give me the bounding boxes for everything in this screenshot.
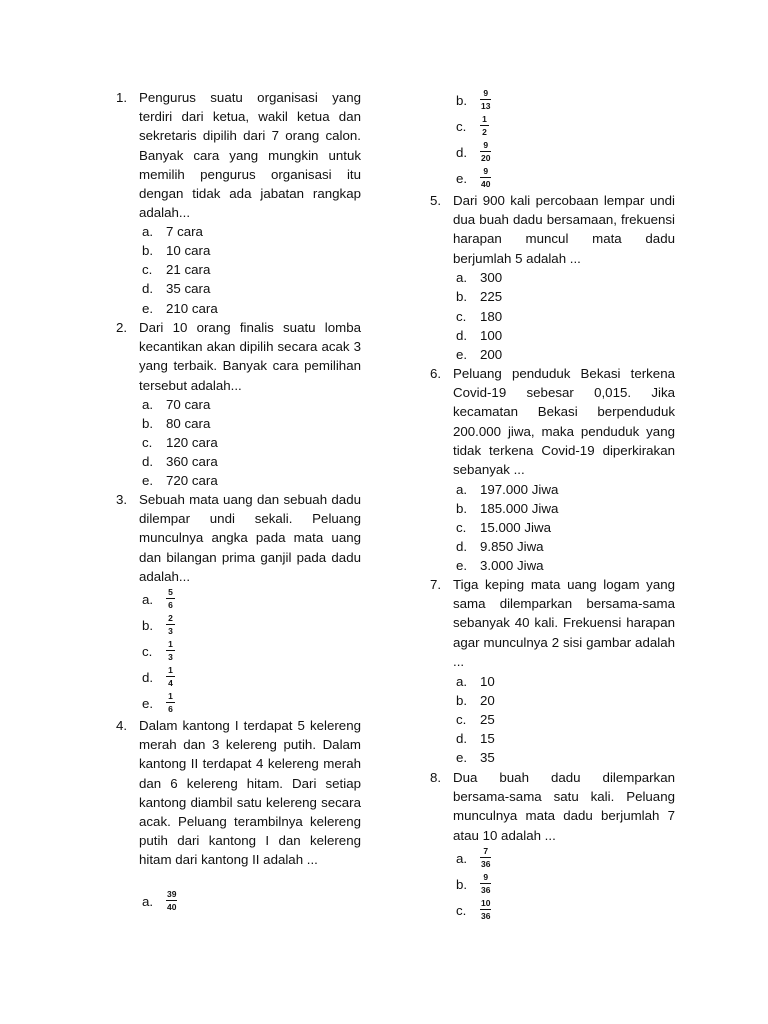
fraction-bar (166, 650, 175, 651)
question-number: 7. (430, 577, 442, 592)
option-a[interactable] (142, 395, 210, 414)
fraction (480, 872, 491, 895)
option-d[interactable] (456, 326, 502, 345)
option-c[interactable] (456, 518, 551, 537)
option-b[interactable] (456, 691, 495, 710)
fraction-bar (166, 702, 175, 703)
option-b[interactable] (456, 499, 558, 518)
option-label: e. (456, 347, 468, 362)
option-label: e. (456, 171, 468, 186)
fraction-numerator: 2 (168, 613, 173, 623)
fraction (166, 639, 175, 662)
fraction-bar (166, 598, 175, 599)
question-text: Dalam kantong I terdapat 5 kelereng merah dan 3 kelereng putih. Dalam kantong II terdapat 4 kelereng merah dan 6 kelereng hitam. Dari setiap kantong diambil satu kelereng secara acak. Peluang terambilnya kelereng putih dari kantong I dan kelereng hitam dari kantong II adalah ... (139, 718, 361, 868)
fraction-denominator: 13 (481, 101, 491, 111)
fraction (166, 691, 175, 714)
option-d[interactable] (456, 537, 544, 556)
option-label: e. (456, 558, 468, 573)
option-label: c. (456, 712, 467, 727)
fraction-numerator: 9 (483, 166, 489, 176)
option-label: c. (456, 309, 467, 324)
fraction (480, 88, 491, 111)
fraction-denominator: 3 (168, 626, 173, 636)
fraction-bar (480, 857, 491, 858)
option-label: d. (142, 281, 154, 296)
option-text: 210 cara (166, 301, 218, 316)
option-label: e. (142, 301, 154, 316)
option-label: a. (456, 482, 468, 497)
fraction-numerator: 39 (167, 889, 177, 899)
fraction-numerator: 5 (168, 587, 173, 597)
fraction-denominator: 3 (168, 652, 173, 662)
question-text: Peluang penduduk Bekasi terkena Covid-19 sebesar 0,015. Jika kecamatan Bekasi berpenduduk 200.000 jiwa, maka penduduk yang tidak terkena Covid-19 diperkirakan sebanyak ... (453, 366, 675, 478)
option-label: d. (142, 454, 154, 469)
option-label: b. (142, 618, 154, 633)
option-text: 7 cara (166, 224, 203, 239)
fraction (480, 846, 491, 869)
option-label: b. (142, 243, 154, 258)
option-text: 9.850 Jiwa (480, 539, 544, 554)
option-label: d. (456, 328, 468, 343)
fraction-numerator: 1 (168, 639, 173, 649)
option-text: 20 (480, 693, 495, 708)
option-label: c. (456, 520, 467, 535)
option-a[interactable] (456, 268, 502, 287)
option-text: 197.000 Jiwa (480, 482, 559, 497)
option-text: 3.000 Jiwa (480, 558, 544, 573)
fraction-bar (480, 125, 489, 126)
fraction-numerator: 9 (483, 140, 489, 150)
option-label: d. (456, 731, 468, 746)
option-text: 10 (480, 674, 495, 689)
option-label: a. (142, 224, 154, 239)
option-label: e. (456, 750, 468, 765)
option-label: a. (142, 894, 154, 909)
fraction-denominator: 6 (168, 600, 173, 610)
fraction-denominator: 40 (481, 179, 491, 189)
option-label: a. (142, 397, 154, 412)
option-e[interactable] (456, 345, 502, 364)
option-text: 720 cara (166, 473, 218, 488)
option-text: 360 cara (166, 454, 218, 469)
question-number: 5. (430, 193, 442, 208)
option-e[interactable] (456, 748, 495, 767)
fraction (166, 613, 175, 636)
option-a[interactable] (456, 480, 558, 499)
option-label: a. (456, 270, 468, 285)
option-label: d. (142, 670, 154, 685)
question-text: Sebuah mata uang dan sebuah dadu dilempar undi sekali. Peluang munculnya angka pada mata uang dan bilangan prima ganjil pada dadu adalah... (139, 492, 361, 584)
fraction-bar (480, 909, 491, 910)
fraction (480, 114, 489, 137)
option-label: b. (456, 693, 468, 708)
option-d[interactable] (456, 729, 495, 748)
option-label: c. (142, 262, 153, 277)
option-label: b. (456, 289, 468, 304)
option-e[interactable] (142, 471, 218, 490)
option-text: 21 cara (166, 262, 211, 277)
option-d[interactable] (142, 452, 218, 471)
option-text: 180 (480, 309, 503, 324)
fraction-bar (480, 99, 491, 100)
option-label: c. (142, 644, 153, 659)
fraction-denominator: 4 (168, 678, 173, 688)
option-label: e. (142, 473, 154, 488)
option-e[interactable] (142, 299, 218, 318)
fraction (166, 587, 175, 610)
option-c[interactable] (456, 710, 495, 729)
option-e[interactable] (456, 556, 544, 575)
fraction-denominator: 2 (482, 127, 487, 137)
option-c[interactable] (456, 307, 502, 326)
question-number: 3. (116, 492, 128, 507)
option-text: 185.000 Jiwa (480, 501, 559, 516)
option-b[interactable] (142, 241, 210, 260)
fraction-numerator: 10 (481, 898, 491, 908)
option-text: 80 cara (166, 416, 211, 431)
option-label: d. (456, 145, 468, 160)
fraction-bar (166, 900, 177, 901)
option-label: b. (142, 416, 154, 431)
fraction-numerator: 9 (483, 872, 489, 882)
option-text: 120 cara (166, 435, 218, 450)
question-number: 4. (116, 718, 128, 733)
fraction-bar (480, 151, 491, 152)
option-c[interactable] (142, 433, 218, 452)
option-c[interactable] (142, 260, 210, 279)
option-label: b. (456, 877, 468, 892)
fraction-denominator: 36 (481, 885, 491, 895)
question-text: Dari 900 kali percobaan lempar undi dua buah dadu bersamaan, frekuensi harapan muncul mata dadu berjumlah 5 adalah ... (453, 193, 675, 266)
option-label: d. (456, 539, 468, 554)
option-label: a. (456, 674, 468, 689)
fraction-denominator: 36 (481, 859, 491, 869)
fraction-denominator: 6 (168, 704, 173, 714)
question-number: 8. (430, 770, 442, 785)
fraction (480, 166, 491, 189)
question-text: Tiga keping mata uang logam yang sama dilemparkan bersama-sama sebanyak 40 kali. Frekuensi harapan agar munculnya 2 sisi gambar adalah ... (453, 577, 675, 669)
option-label: a. (456, 851, 468, 866)
option-label: c. (456, 119, 467, 134)
option-text: 100 (480, 328, 503, 343)
fraction-numerator: 7 (483, 846, 489, 856)
fraction-bar (480, 883, 491, 884)
option-b[interactable] (142, 414, 210, 433)
fraction (480, 140, 491, 163)
fraction-numerator: 1 (168, 691, 173, 701)
option-text: 35 (480, 750, 495, 765)
option-label: c. (456, 903, 467, 918)
fraction-bar (166, 676, 175, 677)
question-number: 1. (116, 90, 128, 105)
option-text: 70 cara (166, 397, 211, 412)
option-text: 300 (480, 270, 503, 285)
option-text: 200 (480, 347, 503, 362)
option-text: 15.000 Jiwa (480, 520, 551, 535)
option-label: a. (142, 592, 154, 607)
fraction (480, 898, 491, 921)
option-d[interactable] (142, 279, 210, 298)
option-b[interactable] (456, 287, 502, 306)
option-a[interactable] (142, 222, 203, 241)
question-number: 6. (430, 366, 442, 381)
question-text: Dua buah dadu dilemparkan bersama-sama satu kali. Peluang munculnya mata dadu berjumlah 7 atau 10 adalah ... (453, 770, 675, 843)
option-label: b. (456, 501, 468, 516)
option-text: 15 (480, 731, 495, 746)
option-text: 35 cara (166, 281, 211, 296)
fraction-numerator: 1 (168, 665, 173, 675)
option-label: e. (142, 696, 154, 711)
fraction-bar (480, 177, 491, 178)
fraction-denominator: 36 (481, 911, 491, 921)
option-text: 10 cara (166, 243, 211, 258)
option-a[interactable] (456, 672, 495, 691)
fraction-denominator: 40 (167, 902, 177, 912)
question-text: Dari 10 orang finalis suatu lomba kecantikan akan dipilih secara acak 3 yang terbaik. Banyak cara pemilihan tersebut adalah... (139, 320, 361, 393)
question-text: Pengurus suatu organisasi yang terdiri dari ketua, wakil ketua dan sekretaris dipilih dari 7 orang calon. Banyak cara yang mungkin untuk memilih pengurus organisasi itu dengan tidak ada jabatan rangkap adalah... (139, 90, 361, 221)
fraction-numerator: 9 (483, 88, 489, 98)
option-text: 25 (480, 712, 495, 727)
fraction (166, 665, 175, 688)
option-label: c. (142, 435, 153, 450)
fraction-denominator: 20 (481, 153, 491, 163)
option-label: b. (456, 93, 468, 108)
option-text: 225 (480, 289, 503, 304)
fraction-bar (166, 624, 175, 625)
fraction-numerator: 1 (482, 114, 487, 124)
question-number: 2. (116, 320, 128, 335)
fraction (166, 889, 177, 912)
